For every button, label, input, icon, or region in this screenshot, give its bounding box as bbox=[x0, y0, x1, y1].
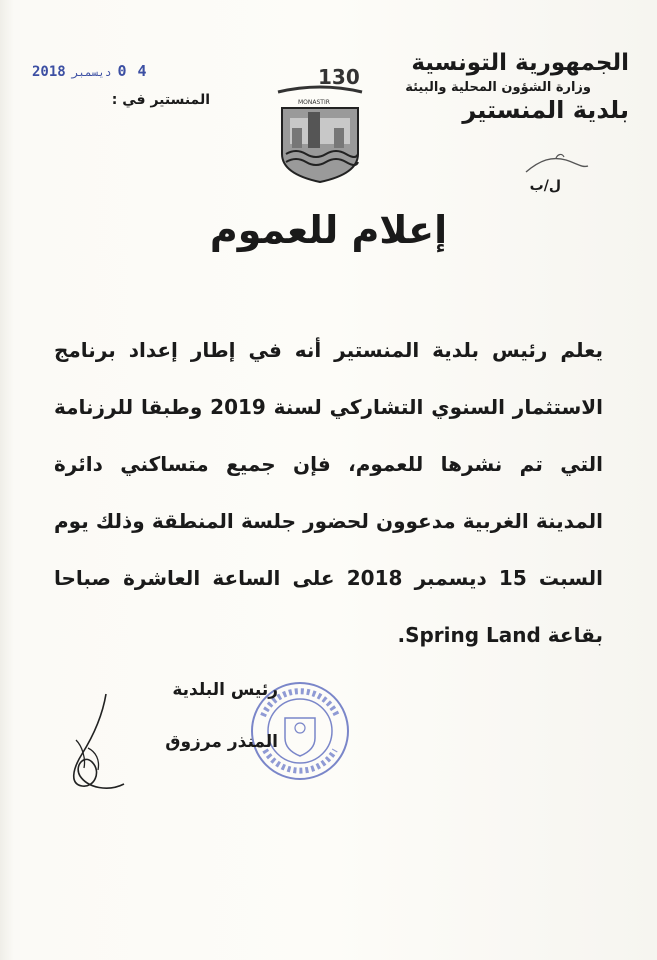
signatory-title: رئيس البلدية bbox=[172, 680, 278, 700]
signatory-block bbox=[118, 680, 278, 752]
notice-body: يعلم رئيس بلدية المنستير أنه في إطار إعداد برنامج الاستثمار السنوي التشاركي لسنة 2019 وطبقا للرزنامة التي تم نشرها للعموم، فإن جميع متساكني دائرة المدينة الغربية مدعوون لحضور جلسة المنطقة وذلك يوم السبت 15 ديسمبر 2018 على الساعة العاشرة صباحا بقاعة Spring Land. bbox=[54, 338, 603, 647]
issuer-header bbox=[389, 48, 629, 124]
municipality-emblem-icon bbox=[272, 62, 368, 186]
date-stamp bbox=[32, 62, 242, 80]
emblem-number: 130 bbox=[318, 65, 360, 89]
signature-icon bbox=[62, 688, 132, 798]
date-stamp-day: 0 4 bbox=[117, 62, 148, 80]
handwritten-mark-icon bbox=[522, 152, 592, 178]
emblem-caption: MONASTIR bbox=[298, 99, 330, 106]
date-block bbox=[32, 62, 242, 108]
signatory-name: المنذر مرزوق bbox=[165, 732, 278, 752]
ministry-name: وزارة الشؤون المحلية والبيئة bbox=[405, 80, 591, 95]
date-stamp-year: 2018 bbox=[32, 64, 66, 80]
place-label: المنستير في : bbox=[111, 92, 210, 108]
municipality-name: بلدية المنستير bbox=[462, 96, 629, 124]
date-stamp-month: ديسمبر bbox=[71, 66, 112, 79]
notice-title: إعلام للعموم bbox=[209, 208, 448, 252]
republic-name: الجمهورية التونسية bbox=[411, 50, 629, 76]
reference-label: ل/ب bbox=[529, 178, 561, 194]
